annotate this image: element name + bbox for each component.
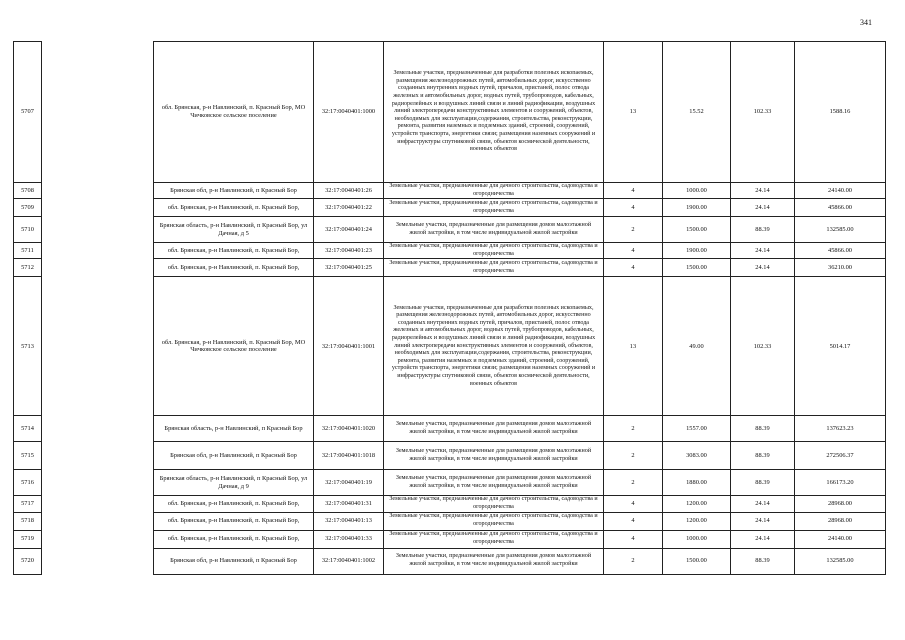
cadastral-value-cell: 45866.00: [795, 199, 886, 217]
rate-cell: 102.33: [731, 277, 795, 416]
group-cell: 4: [604, 496, 663, 512]
group-cell: 4: [604, 530, 663, 548]
land-use-cell: Земельные участки, предназначенные для дачного строительства, садоводства и огородничества: [384, 259, 604, 277]
rate-cell: 24.14: [731, 496, 795, 512]
table-row: [14, 512, 886, 530]
table-row: [14, 416, 886, 442]
row-number: 5718: [14, 512, 42, 530]
area-cell: 1500.00: [663, 217, 731, 243]
area-cell: 1900.00: [663, 199, 731, 217]
rate-cell: 24.14: [731, 512, 795, 530]
row-number: 5715: [14, 442, 42, 470]
row-number: 5708: [14, 183, 42, 199]
land-use-cell: Земельные участки, предназначенные для дачного строительства, садоводства и огородничества: [384, 512, 604, 530]
land-use-cell: Земельные участки, предназначенные для дачного строительства, садоводства и огородничества: [384, 183, 604, 199]
cadastral-value-cell: 132585.00: [795, 548, 886, 574]
table-body: [14, 42, 886, 575]
cadastral-value-cell: 24140.00: [795, 183, 886, 199]
spacer: [42, 277, 154, 416]
address-cell: обл. Брянская, р-н Навлинский, п. Красный Бор,: [154, 243, 314, 259]
cadastral-value-cell: 5014.17: [795, 277, 886, 416]
group-cell: 4: [604, 512, 663, 530]
group-cell: 4: [604, 243, 663, 259]
cadastral-number-cell: 32:17:0040401:1018: [314, 442, 384, 470]
spacer: [42, 42, 154, 183]
rate-cell: 24.14: [731, 530, 795, 548]
cadastral-value-cell: 36210.00: [795, 259, 886, 277]
land-use-cell: Земельные участки, предназначенные для дачного строительства, садоводства и огородничества: [384, 496, 604, 512]
row-number: 5714: [14, 416, 42, 442]
row-number: 5720: [14, 548, 42, 574]
table-row: [14, 470, 886, 496]
cadastral-value-cell: 45866.00: [795, 243, 886, 259]
spacer: [42, 183, 154, 199]
area-cell: 1880.00: [663, 470, 731, 496]
rate-cell: 24.14: [731, 183, 795, 199]
address-cell: Брянская область, р-н Навлинский, п Красный Бор, ул Дачная, д 9: [154, 470, 314, 496]
table-row: [14, 548, 886, 574]
group-cell: 2: [604, 442, 663, 470]
cadastral-number-cell: 32:17:0040401:13: [314, 512, 384, 530]
area-cell: 1500.00: [663, 259, 731, 277]
row-number: 5719: [14, 530, 42, 548]
row-number: 5711: [14, 243, 42, 259]
area-cell: 1000.00: [663, 183, 731, 199]
table-row: [14, 42, 886, 183]
spacer: [42, 199, 154, 217]
spacer: [42, 530, 154, 548]
cadastral-number-cell: 32:17:0040401:1001: [314, 277, 384, 416]
rate-cell: 88.39: [731, 442, 795, 470]
cadastral-value-cell: 28968.00: [795, 496, 886, 512]
area-cell: 1557.00: [663, 416, 731, 442]
cadastral-number-cell: 32:17:0040401:1002: [314, 548, 384, 574]
spacer: [42, 496, 154, 512]
address-cell: обл. Брянская, р-н Навлинский, п. Красный Бор, МО Чичковское сельское поселение: [154, 42, 314, 183]
address-cell: Брянская обл, р-н Навлинский, п Красный Бор: [154, 548, 314, 574]
row-number: 5712: [14, 259, 42, 277]
row-number: 5713: [14, 277, 42, 416]
group-cell: 13: [604, 277, 663, 416]
area-cell: 15.52: [663, 42, 731, 183]
land-plots-table: [13, 41, 886, 575]
group-cell: 4: [604, 183, 663, 199]
area-cell: 49.00: [663, 277, 731, 416]
address-cell: обл. Брянская, р-н Навлинский, п. Красный Бор,: [154, 496, 314, 512]
address-cell: Брянская область, р-н Навлинский, п Красный Бор, ул Дачная, д 5: [154, 217, 314, 243]
cadastral-number-cell: 32:17:0040401:24: [314, 217, 384, 243]
land-use-cell: Земельные участки, предназначенные для разработки полезных ископаемых, размещения железнодорожных путей, автомобильных дорог, искусственно созданных внутренних водных путей, причалов, пристаней, полос отвода железных и автомобильных дорог, водных путей, трубопроводов, кабельных, радиорелейных и воздушных линий связи и линий радиофикации, воздушных линий электропередачи конструктивных элементов и сооружений, объектов, необходимых для эксплуатации,содержания, строительства, реконструкции, ремонта, развития наземных и подземных зданий, строений, сооружений, устройств транспорта, энергетики связи; размещения наземных сооружений и инфраструктуры спутниковой связи, объектов космической деятельности, военных объектов: [384, 277, 604, 416]
row-number: 5707: [14, 42, 42, 183]
cadastral-value-cell: 28968.00: [795, 512, 886, 530]
table-row: [14, 217, 886, 243]
spacer: [42, 512, 154, 530]
address-cell: обл. Брянская, р-н Навлинский, п. Красный Бор,: [154, 512, 314, 530]
spacer: [42, 416, 154, 442]
group-cell: 2: [604, 470, 663, 496]
area-cell: 1200.00: [663, 496, 731, 512]
row-number: 5716: [14, 470, 42, 496]
table-row: [14, 243, 886, 259]
rate-cell: 88.39: [731, 217, 795, 243]
table-row: [14, 496, 886, 512]
cadastral-number-cell: 32:17:0040401:1000: [314, 42, 384, 183]
table-row: [14, 442, 886, 470]
rate-cell: 24.14: [731, 199, 795, 217]
table-row: [14, 530, 886, 548]
land-use-cell: Земельные участки, предназначенные для размещения домов малоэтажной жилой застройки, в том числе индивидуальной жилой застройки: [384, 416, 604, 442]
land-use-cell: Земельные участки, предназначенные для размещения домов малоэтажной жилой застройки, в том числе индивидуальной жилой застройки: [384, 470, 604, 496]
spacer: [42, 259, 154, 277]
land-use-cell: Земельные участки, предназначенные для размещения домов малоэтажной жилой застройки, в том числе индивидуальной жилой застройки: [384, 217, 604, 243]
land-use-cell: Земельные участки, предназначенные для дачного строительства, садоводства и огородничества: [384, 243, 604, 259]
cadastral-number-cell: 32:17:0040401:23: [314, 243, 384, 259]
spacer: [42, 243, 154, 259]
rate-cell: 88.39: [731, 416, 795, 442]
cadastral-number-cell: 32:17:0040401:19: [314, 470, 384, 496]
group-cell: 4: [604, 259, 663, 277]
rate-cell: 88.39: [731, 470, 795, 496]
land-use-cell: Земельные участки, предназначенные для дачного строительства, садоводства и огородничества: [384, 530, 604, 548]
spacer: [42, 217, 154, 243]
cadastral-value-cell: 132585.00: [795, 217, 886, 243]
address-cell: обл. Брянская, р-н Навлинский, п. Красный Бор, МО Чичковское сельское поселение: [154, 277, 314, 416]
table-row: [14, 199, 886, 217]
group-cell: 4: [604, 199, 663, 217]
page-number: 341: [860, 18, 872, 27]
cadastral-value-cell: 1588.16: [795, 42, 886, 183]
land-use-cell: Земельные участки, предназначенные для дачного строительства, садоводства и огородничества: [384, 199, 604, 217]
cadastral-number-cell: 32:17:0040401:1020: [314, 416, 384, 442]
spacer: [42, 548, 154, 574]
cadastral-number-cell: 32:17:0040401:31: [314, 496, 384, 512]
address-cell: обл. Брянская, р-н Навлинский, п. Красный Бор,: [154, 259, 314, 277]
address-cell: Брянская обл, р-н Навлинский, п Красный Бор: [154, 442, 314, 470]
rate-cell: 88.39: [731, 548, 795, 574]
cadastral-number-cell: 32:17:0040401:25: [314, 259, 384, 277]
area-cell: 1000.00: [663, 530, 731, 548]
address-cell: Брянская область, р-н Навлинский, п Красный Бор: [154, 416, 314, 442]
spacer: [42, 442, 154, 470]
area-cell: 1500.00: [663, 548, 731, 574]
rate-cell: 24.14: [731, 259, 795, 277]
address-cell: обл. Брянская, р-н Навлинский, п. Красный Бор,: [154, 199, 314, 217]
group-cell: 2: [604, 548, 663, 574]
land-use-cell: Земельные участки, предназначенные для размещения домов малоэтажной жилой застройки, в том числе индивидуальной жилой застройки: [384, 548, 604, 574]
group-cell: 2: [604, 217, 663, 243]
cadastral-value-cell: 272506.37: [795, 442, 886, 470]
row-number: 5717: [14, 496, 42, 512]
rate-cell: 102.33: [731, 42, 795, 183]
area-cell: 1200.00: [663, 512, 731, 530]
land-use-cell: Земельные участки, предназначенные для размещения домов малоэтажной жилой застройки, в том числе индивидуальной жилой застройки: [384, 442, 604, 470]
area-cell: 1900.00: [663, 243, 731, 259]
row-number: 5709: [14, 199, 42, 217]
row-number: 5710: [14, 217, 42, 243]
cadastral-value-cell: 24140.00: [795, 530, 886, 548]
address-cell: Брянская обл, р-н Навлинский, п Красный Бор: [154, 183, 314, 199]
cadastral-number-cell: 32:17:0040401:33: [314, 530, 384, 548]
cadastral-value-cell: 166173.20: [795, 470, 886, 496]
address-cell: обл. Брянская, р-н Навлинский, п. Красный Бор,: [154, 530, 314, 548]
area-cell: 3083.00: [663, 442, 731, 470]
table-row: [14, 277, 886, 416]
table-row: [14, 259, 886, 277]
cadastral-number-cell: 32:17:0040401:26: [314, 183, 384, 199]
group-cell: 2: [604, 416, 663, 442]
cadastral-value-cell: 137623.23: [795, 416, 886, 442]
spacer: [42, 470, 154, 496]
cadastral-number-cell: 32:17:0040401:22: [314, 199, 384, 217]
rate-cell: 24.14: [731, 243, 795, 259]
land-use-cell: Земельные участки, предназначенные для разработки полезных ископаемых, размещения железнодорожных путей, автомобильных дорог, искусственно созданных внутренних водных путей, причалов, пристаней, полос отвода железных и автомобильных дорог, водных путей, трубопроводов, кабельных, радиорелейных и воздушных линий связи и линий радиофикации, воздушных линий электропередачи конструктивных элементов и сооружений, объектов, необходимых для эксплуатации,содержания, строительства, реконструкции, ремонта, развития наземных и подземных зданий, строений, сооружений, устройств транспорта, энергетики связи; размещения наземных сооружений и инфраструктуры спутниковой связи, объектов космической деятельности, военных объектов: [384, 42, 604, 183]
group-cell: 13: [604, 42, 663, 183]
table-row: [14, 183, 886, 199]
